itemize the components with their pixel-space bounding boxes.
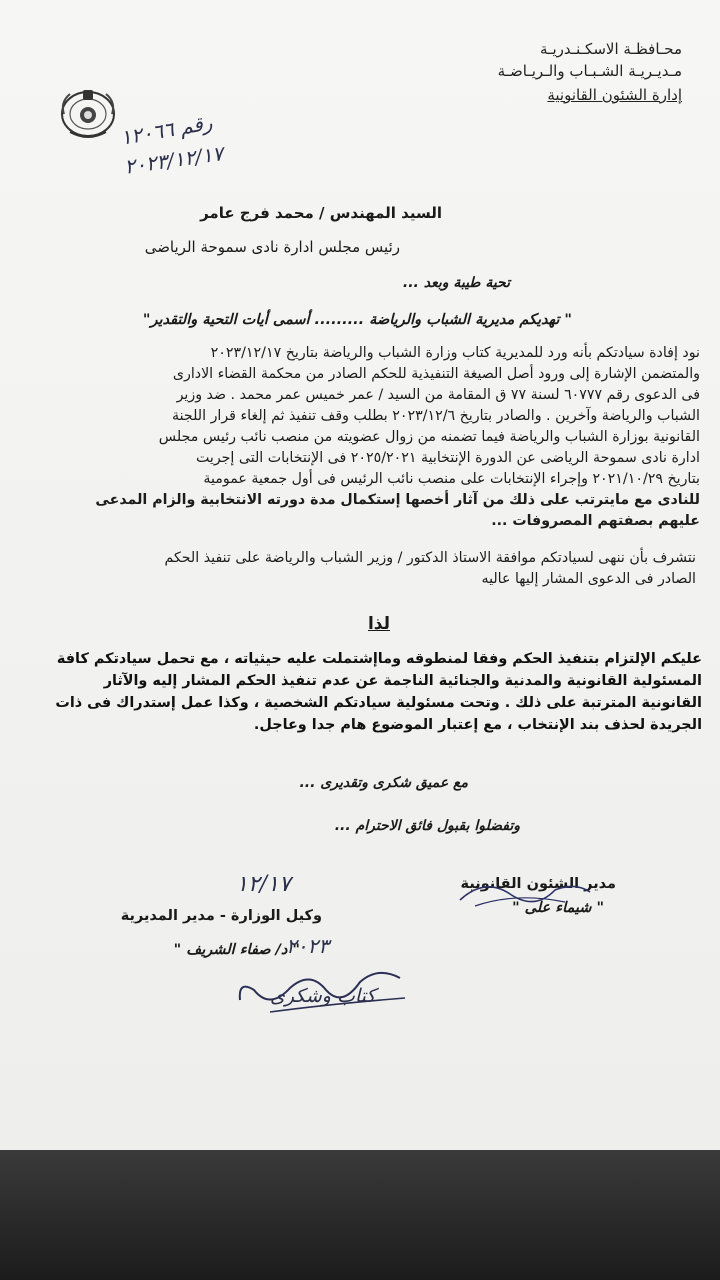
paragraph-line: المسئولية القانونية والمدنية والجنائية الناجمة عن عدم تنفيذ الحكم المشار إليه والآثار — [103, 673, 702, 689]
closing-line: وتفضلوا بقبول فائق الاحترام ... — [334, 818, 520, 834]
paragraph-line: عليكم الإلتزام بتنفيذ الحكم وفقا لمنطوقه وماإشتملت عليه حيثياته ، مع تحمل سيادتكم كافة — [56, 651, 702, 667]
ministry-emblem-icon — [56, 84, 120, 140]
legal-manager-title: مدير الشئون القانونية — [460, 876, 616, 892]
legal-manager-name: " شيماء على " — [512, 900, 604, 916]
paragraph-line: بتاريخ ٢٠٢١/١٠/٢٩ وإجراء الإنتخابات على منصب نائب الرئيس فى أول جمعية عمومية — [203, 471, 700, 487]
undersecretary-name: " د/ صفاء الشريف " — [173, 942, 300, 958]
paragraph-line: الجريدة لحذف بند الإنتخاب ، مع إعتبار الموضوع هام جدا وعاجل. — [253, 717, 702, 733]
paragraph-line: القانونية المترتبة على ذلك . وتحت مسئولية سيادتكم الشخصية ، وكذا عمل إستدراك فى ذات — [55, 695, 702, 711]
paragraph-line: فى الدعوى رقم ٦٠٧٧٧ لسنة ٧٧ ق المقامة من السيد / عمر خميس عمر محمد . ضد وزير — [176, 387, 700, 403]
paragraph-line: الشباب والرياضة وآخرين . والصادر بتاريخ ٢٠٢٣/١٢/٦ بطلب وقف تنفيذ ثم إلغاء قرار اللجنة — [172, 408, 700, 424]
paragraph-line: نتشرف بأن ننهى لسيادتكم موافقة الاستاذ الدكتور / وزير الشباب والرياضة على تنفيذ الحكم — [164, 550, 696, 566]
recipient-name: السيد المهندس / محمد فرج عامر — [200, 204, 442, 222]
handwritten-note: كتاب وشكرى — [270, 985, 376, 1007]
opening-line: " تهديكم مديرية الشباب والرياضة ......... أسمى أيات التحية والتقدير" — [142, 312, 572, 328]
background-surface — [0, 1150, 720, 1280]
greeting: تحية طيبة وبعد ... — [402, 275, 510, 291]
handwritten-sign-date-day: ١٢/١٧ — [236, 872, 291, 897]
header-department: إدارة الشئون القانونية — [547, 86, 682, 104]
paragraph-line: للنادى مع مايترتب على ذلك من آثار أخصها إستكمال مدة دورته الانتخابية والزام المدعى — [95, 492, 700, 508]
paragraph-minister-approval — [165, 548, 697, 590]
handwritten-sign-date-year: ٢٠٢٣ — [286, 934, 329, 958]
paragraph-line: نود إفادة سيادتكم بأنه ورد للمديرية كتاب وزارة الشباب والرياضة بتاريخ ٢٠٢٣/١٢/١٧ — [210, 345, 700, 361]
paragraph-line: القانونية بوزارة الشباب والرياضة فيما تضمنه من زوال عضويته من منصب نائب رئيس مجلس — [158, 429, 700, 445]
recipient-title: رئيس مجلس ادارة نادى سموحة الرياضى — [144, 238, 400, 256]
handwritten-ref-date: ٢٠٢٣/١٢/١٧ — [122, 141, 225, 179]
header-governorate: محـافظـة الاسكـنـدريـة — [540, 40, 682, 58]
paragraph-case-details — [95, 343, 700, 532]
paragraph-obligations — [55, 648, 702, 736]
handwritten-ref-number: رقم ١٢٠٦٦ — [118, 110, 214, 150]
thanks-line: مع عميق شكرى وتقديرى ... — [299, 775, 468, 791]
legal-manager-signature-icon — [455, 872, 595, 912]
paragraph-line: والمتضمن الإشارة إلى ورود أصل الصيغة التنفيذية للحكم الصادر من محكمة القضاء الادارى — [172, 366, 700, 382]
therefore-heading: لذا — [367, 614, 390, 634]
undersecretary-title: وكيل الوزارة - مدير المديرية — [120, 908, 322, 924]
paragraph-line: عليهم بصفتهم المصروفات ... — [491, 513, 700, 529]
paragraph-line: ادارة نادى سموحة الرياضى عن الدورة الإنتخابية ٢٠٢٥/٢٠٢١ فى الإنتخابات التى إجريت — [195, 450, 700, 466]
paragraph-line: الصادر فى الدعوى المشار إليها عاليه — [481, 571, 696, 587]
header-directorate: مـديـريـة الشـبـاب والـريـاضـة — [497, 62, 682, 80]
